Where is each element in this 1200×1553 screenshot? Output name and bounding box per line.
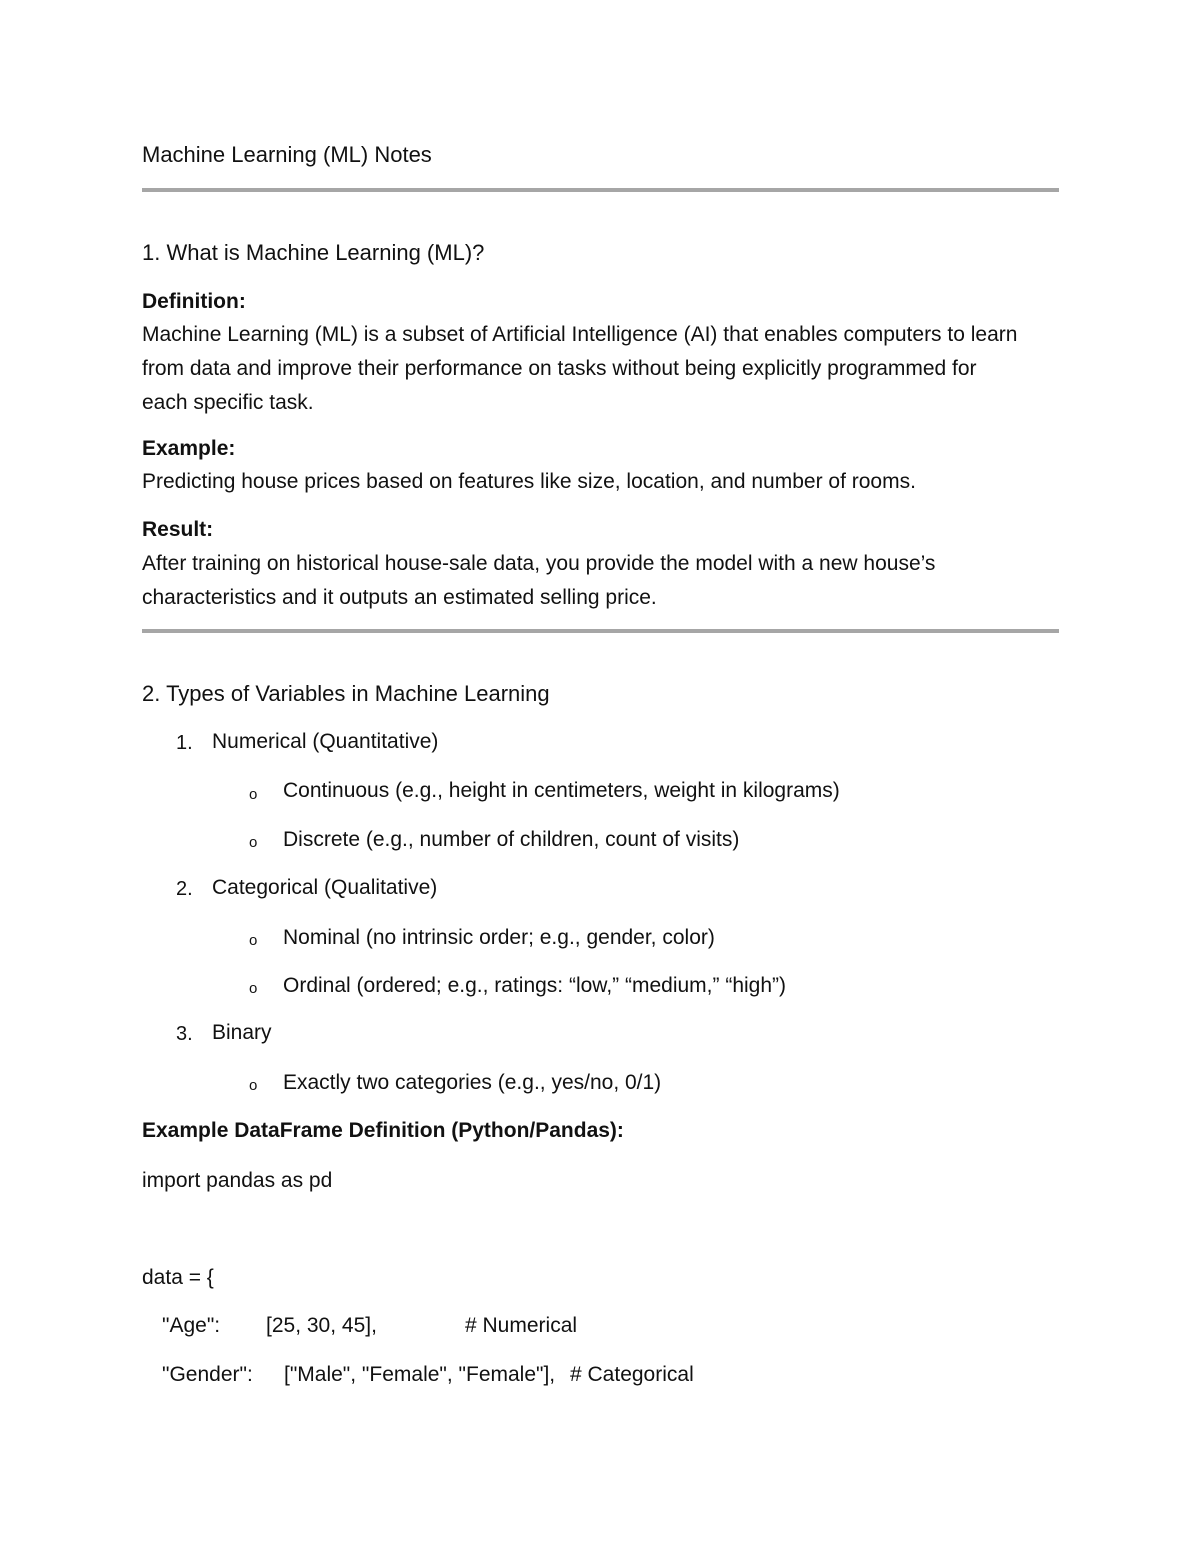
code-comment: # Categorical xyxy=(570,1363,694,1386)
list-number: 1. xyxy=(176,732,193,754)
definition-line: from data and improve their performance on tasks without being explicitly programmed for xyxy=(142,357,977,380)
sub-item-text: Discrete (e.g., number of children, count of visits) xyxy=(283,828,740,851)
code-comment: # Numerical xyxy=(465,1314,578,1337)
bullet-icon: o xyxy=(249,786,258,803)
list-number: 2. xyxy=(176,878,193,900)
section-1-heading: 1. What is Machine Learning (ML)? xyxy=(142,240,485,265)
definition-line: each specific task. xyxy=(142,391,314,414)
code-value: ["Male", "Female", "Female"], xyxy=(284,1363,556,1386)
code-example-label: Example DataFrame Definition (Python/Pandas): xyxy=(142,1119,624,1142)
example-label: Example: xyxy=(142,437,236,460)
list-number: 3. xyxy=(176,1023,193,1045)
list-item-label: Categorical (Qualitative) xyxy=(212,876,438,899)
sub-item-text: Exactly two categories (e.g., yes/no, 0/1) xyxy=(283,1071,662,1094)
definition-label: Definition: xyxy=(142,290,246,313)
code-line-data-open: data = { xyxy=(142,1266,214,1289)
sub-item-text: Ordinal (ordered; e.g., ratings: “low,” “medium,” “high”) xyxy=(283,974,787,997)
list-item-label: Numerical (Quantitative) xyxy=(212,730,439,753)
code-key: "Gender": xyxy=(162,1363,253,1386)
code-line-import: import pandas as pd xyxy=(142,1169,333,1192)
bullet-icon: o xyxy=(249,932,258,949)
document-title: Machine Learning (ML) Notes xyxy=(142,142,432,167)
code-key: "Age": xyxy=(162,1314,221,1337)
definition-line: Machine Learning (ML) is a subset of Artificial Intelligence (AI) that enables computers to learn xyxy=(142,323,1018,346)
code-value: [25, 30, 45], xyxy=(266,1314,377,1337)
result-label: Result: xyxy=(142,518,214,541)
bullet-icon: o xyxy=(249,980,258,997)
result-line: After training on historical house-sale data, you provide the model with a new house’s xyxy=(142,552,936,575)
horizontal-rule xyxy=(142,629,1059,633)
section-2-heading: 2. Types of Variables in Machine Learning xyxy=(142,681,550,706)
list-item-label: Binary xyxy=(212,1021,272,1044)
example-text: Predicting house prices based on features like size, location, and number of rooms. xyxy=(142,470,916,493)
bullet-icon: o xyxy=(249,1077,258,1094)
bullet-icon: o xyxy=(249,834,258,851)
sub-item-text: Continuous (e.g., height in centimeters, weight in kilograms) xyxy=(283,779,840,802)
result-line: characteristics and it outputs an estimated selling price. xyxy=(142,586,657,609)
horizontal-rule xyxy=(142,188,1059,192)
sub-item-text: Nominal (no intrinsic order; e.g., gender, color) xyxy=(283,926,715,949)
